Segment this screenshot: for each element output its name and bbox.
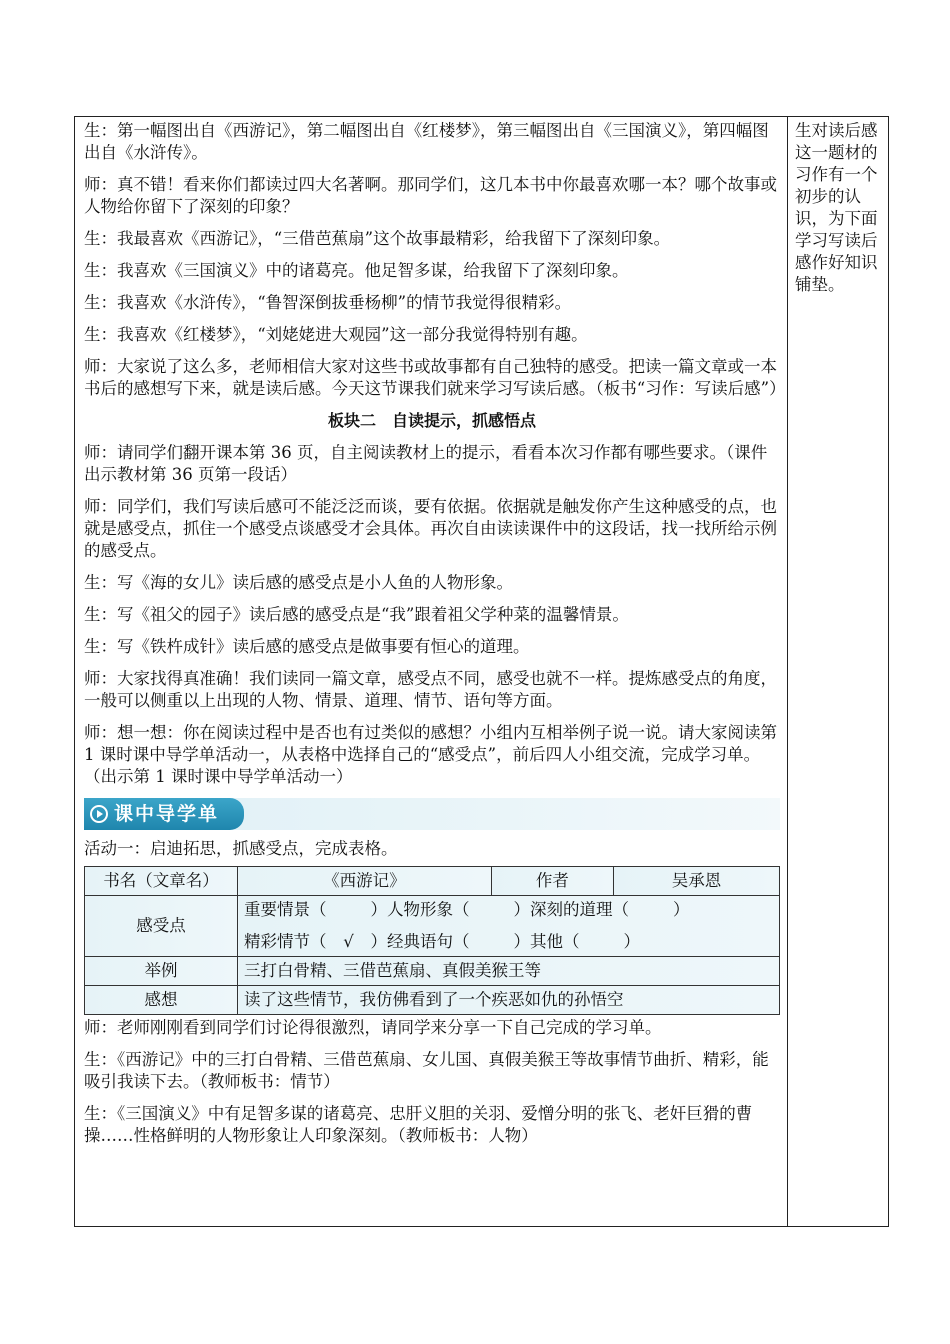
author-label-cell: 作者 [491,867,613,896]
option-text: ） [673,900,690,919]
example-label-cell: 举例 [85,957,238,986]
banner-tab [84,798,244,830]
side-column [795,120,879,306]
point-options-row-1 [244,899,773,921]
author-value-cell: 吴承恩 [613,867,779,896]
option-text: ）其他（ [513,932,580,951]
activity-title: 活动一：启迪拓思，抓感受点，完成表格。 [84,839,398,858]
point-options-row-2 [244,931,773,953]
thought-value-cell: 读了这些情节，我仿佛看到了一个疾恶如仇的孙悟空 [238,986,780,1015]
paragraph: 生：我喜欢《水浒传》，“鲁智深倒拔垂杨柳”的情节我觉得很精彩。 [84,293,572,312]
banner-label: 课中导学单 [114,803,220,825]
paragraph: 师：大家说了这么多，老师相信大家对这些书或故事都有自己独特的感受。把读一篇文章或一本书后的感想写下来，就是读后感。今天这节课我们就来学习写读后感。（板书“习作：写读后感”） [84,357,786,398]
thought-label-cell: 感想 [85,986,238,1015]
book-label-cell: 书名（文章名） [85,867,238,896]
paragraph: 师：真不错！看来你们都读过四大名著啊。那同学们，这几本书中你最喜欢哪一本？哪个故事或人物给你留下了深刻的印象？ [84,175,777,216]
table-row [85,986,780,1015]
paragraph: 生：我喜欢《三国演义》中的诸葛亮。他足智多谋，给我留下了深刻印象。 [84,261,629,280]
table-row [85,896,780,957]
column-divider [787,116,788,1227]
paragraph: 生：写《海的女儿》读后感的感受点是小人鱼的人物形象。 [84,573,513,592]
option-text: 重要情景（ [244,900,327,919]
play-circle-icon [90,805,108,823]
side-note: 生对读后感这一题材的习作有一个初步的认识，为下面学习写读后感作好知识铺垫。 [795,121,878,294]
paragraph: 生：我喜欢《红楼梦》，“刘姥姥进大观园”这一部分我觉得特别有趣。 [84,325,588,344]
table-row [85,867,780,896]
example-value-cell: 三打白骨精、三借芭蕉扇、真假美猴王等 [238,957,780,986]
option-mark[interactable]: √ [343,932,354,951]
paragraph: 师：想一想：你在阅读过程中是否也有过类似的感想？小组内互相举例子说一说。请大家阅读第 1 课时课中导学单活动一，从表格中选择自己的“感受点”，前后四人小组交流，完成学习单。（出示第 1 课时课中导学单活动一） [84,723,777,786]
paragraph: 师：大家找得真准确！我们读同一篇文章，感受点不同，感受也就不一样。提炼感受点的角度，一般可以侧重以上出现的人物、情景、道理、情节、语句等方面。 [84,669,777,710]
paragraph: 生：我最喜欢《西游记》，“三借芭蕉扇”这个故事最精彩，给我留下了深刻印象。 [84,229,671,248]
paragraph: 生：第一幅图出自《西游记》，第二幅图出自《红楼梦》，第三幅图出自《三国演义》，第四幅图出自《水浒传》。 [84,121,769,162]
guide-sheet-banner [84,798,780,830]
book-value-cell: 《西游记》 [238,867,492,896]
section-title: 板块二 自读提示，抓感悟点 [327,411,536,430]
study-sheet-table [84,866,780,1015]
option-text: ） [623,932,640,951]
point-label-cell: 感受点 [85,896,238,957]
paragraph: 师：同学们，我们写读后感可不能泛泛而谈，要有依据。依据就是触发你产生这种感受的点，也就是感受点，抓住一个感受点谈感受才会具体。再次自由读读课件中的这段话，找一找所给示例的感受点。 [84,497,777,560]
point-options-cell [238,896,780,957]
paragraph: 生：《西游记》中的三打白骨精、三借芭蕉扇、女儿国、真假美猴王等故事情节曲折、精彩，能吸引我读下去。（教师板书：情节） [84,1050,769,1091]
paragraph: 生：《三国演义》中有足智多谋的诸葛亮、忠肝义胆的关羽、爱憎分明的张飞、老奸巨猾的曹操……性格鲜明的人物形象让人印象深刻。（教师板书：人物） [84,1104,753,1145]
paragraph: 生：写《祖父的园子》读后感的感受点是“我”跟着祖父学种菜的温馨情景。 [84,605,629,624]
paragraph: 生：写《铁杵成针》读后感的感受点是做事要有恒心的道理。 [84,637,530,656]
option-text: ）人物形象（ [370,900,470,919]
paragraph: 师：老师刚刚看到同学们讨论得很激烈，请同学来分享一下自己完成的学习单。 [84,1018,662,1037]
table-row [85,957,780,986]
option-text: 精彩情节（ [244,932,327,951]
option-text: ）经典语句（ [370,932,470,951]
option-text: ）深刻的道理（ [513,900,629,919]
main-column [84,120,786,1157]
paragraph: 师：请同学们翻开课本第 36 页，自主阅读教材上的提示，看看本次习作都有哪些要求。（课件出示教材第 36 页第一段话） [84,443,768,484]
